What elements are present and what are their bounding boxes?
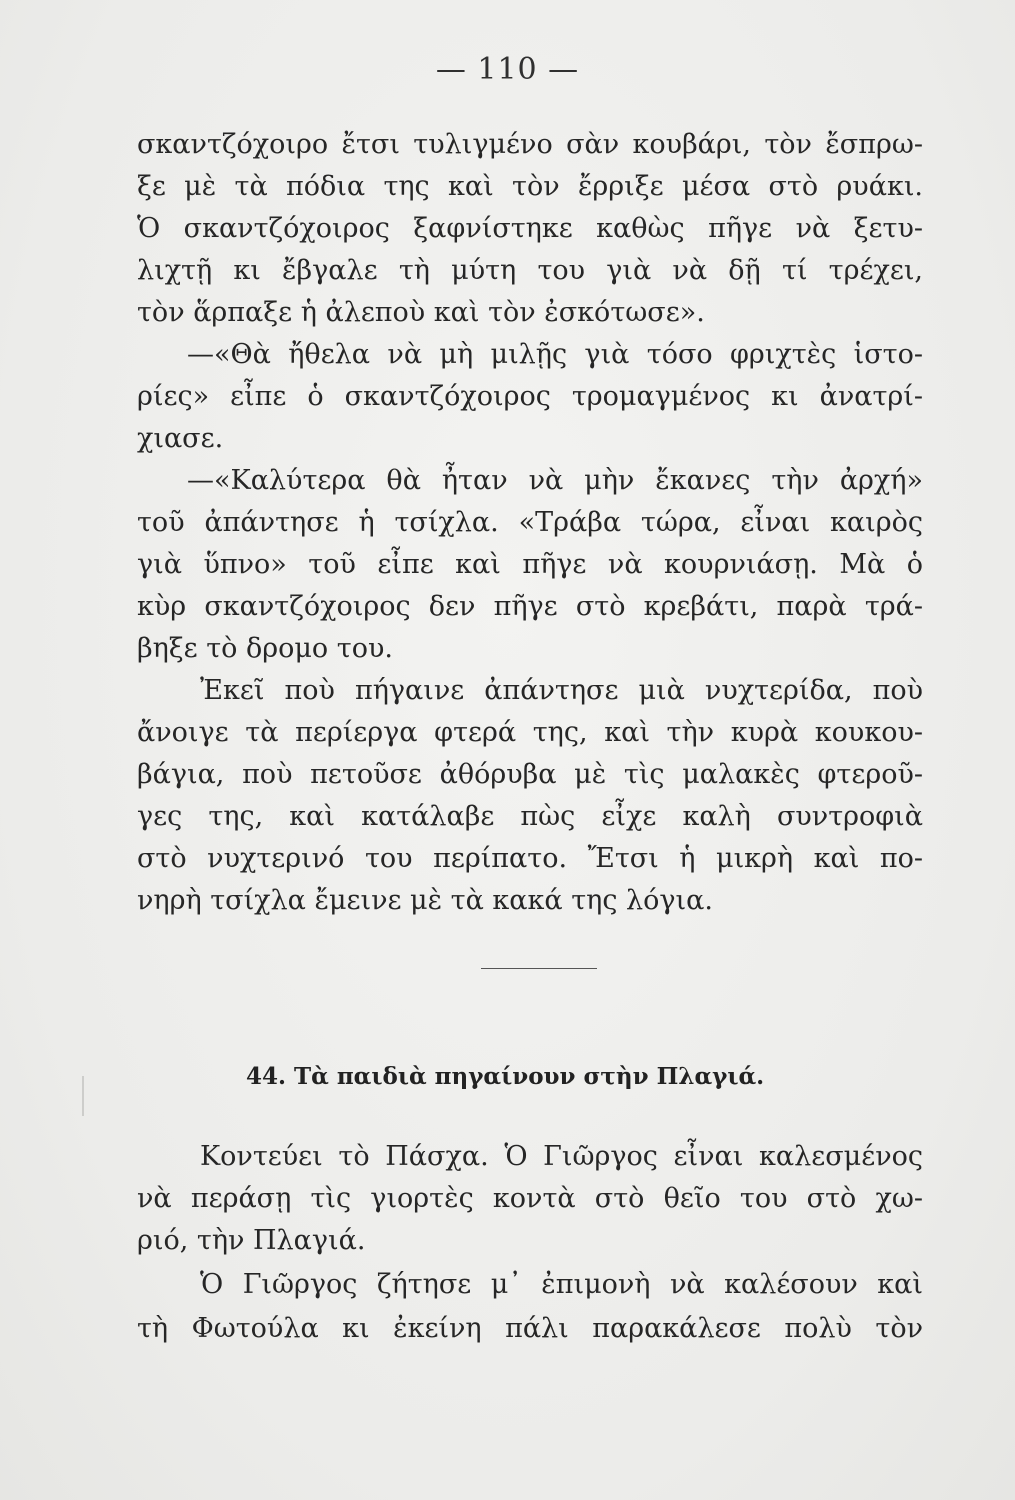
text-line: ξε μὲ τὰ πόδια της καὶ τὸν ἔρριξε μέσα στὸ ρυάκι. bbox=[137, 171, 923, 202]
text-line: Ὁ Γιῶργος ζήτησε μ᾽ ἐπιμονὴ νὰ καλέσουν καὶ bbox=[200, 1269, 923, 1300]
text-line: νηρὴ τσίχλα ἔμεινε μὲ τὰ κακά της λόγια. bbox=[137, 885, 713, 916]
section-heading: 44. Τὰ παιδιὰ πηγαίνουν στὴν Πλαγιά. bbox=[246, 1063, 765, 1090]
text-line: τὸν ἅρπαξε ἡ ἀλεποὺ καὶ τὸν ἐσκότωσε». bbox=[137, 297, 705, 328]
section-divider bbox=[481, 968, 597, 969]
text-line: ἄνοιγε τὰ περίεργα φτερά της, καὶ τὴν κυρὰ κουκου- bbox=[137, 717, 923, 748]
text-line: κὺρ σκαντζόχοιρος δεν πῆγε στὸ κρεβάτι, παρὰ τρά- bbox=[137, 591, 923, 622]
text-line: χιασε. bbox=[137, 423, 224, 454]
text-line: Ἐκεῖ ποὺ πήγαινε ἀπάντησε μιὰ νυχτερίδα, ποὺ bbox=[200, 675, 923, 706]
text-line: τὴ Φωτούλα κι ἐκείνη πάλι παρακάλεσε πολὺ τὸν bbox=[137, 1313, 923, 1344]
text-line: λιχτῇ κι ἔβγαλε τὴ μύτη του γιὰ νὰ δῇ τί τρέχει, bbox=[137, 255, 923, 286]
text-line: γιὰ ὕπνο» τοῦ εἶπε καὶ πῆγε νὰ κουρνιάσῃ. Μὰ ὁ bbox=[137, 549, 923, 580]
page-number: — 110 — bbox=[435, 52, 580, 87]
text-line: στὸ νυχτερινό του περίπατο. Ἔτσι ἡ μικρὴ καὶ πο- bbox=[137, 843, 923, 874]
text-line: γες της, καὶ κατάλαβε πὼς εἶχε καλὴ συντροφιὰ bbox=[137, 801, 923, 832]
text-line: Κοντεύει τὸ Πάσχα. Ὁ Γιῶργος εἶναι καλεσμένος bbox=[200, 1141, 923, 1172]
text-line: σκαντζόχοιρο ἔτσι τυλιγμένο σὰν κουβάρι, τὸν ἔσπρω- bbox=[137, 129, 923, 160]
text-line: —«Θὰ ἤθελα νὰ μὴ μιλῇς γιὰ τόσο φριχτὲς ἱστο- bbox=[187, 339, 923, 370]
margin-mark bbox=[82, 1076, 104, 1116]
text-line: ριό, τὴν Πλαγιά. bbox=[137, 1225, 366, 1256]
text-line: τοῦ ἀπάντησε ἡ τσίχλα. «Τράβα τώρα, εἶναι καιρὸς bbox=[137, 507, 923, 538]
text-line: νὰ περάσῃ τὶς γιορτὲς κοντὰ στὸ θεῖο του στὸ χω- bbox=[137, 1183, 923, 1214]
text-line: ρίες» εἶπε ὁ σκαντζόχοιρος τρομαγμένος κι ἀνατρί- bbox=[137, 381, 923, 412]
text-line: βάγια, ποὺ πετοῦσε ἀθόρυβα μὲ τὶς μαλακὲς φτεροῦ- bbox=[137, 759, 923, 790]
text-line: Ὁ σκαντζόχοιρος ξαφνίστηκε καθὼς πῆγε νὰ ξετυ- bbox=[137, 213, 923, 244]
text-line: —«Καλύτερα θὰ ἦταν νὰ μὴν ἔκανες τὴν ἀρχή» bbox=[187, 465, 923, 496]
text-line: βηξε τὸ δρομο του. bbox=[137, 633, 393, 664]
